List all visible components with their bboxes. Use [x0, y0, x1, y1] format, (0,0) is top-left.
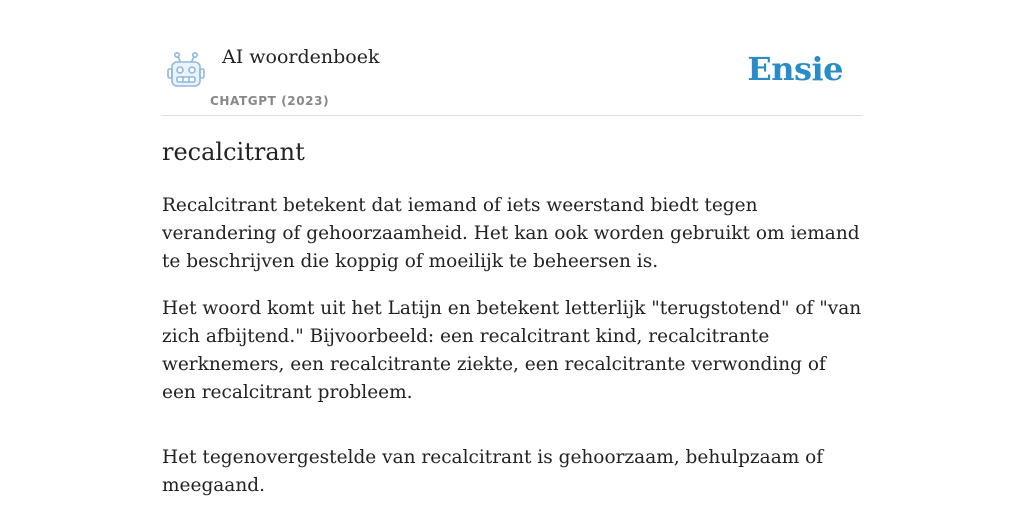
definition-paragraph: Het woord komt uit het Latijn en betekent letterlijk "terugstotend" of "van zich afbijtend." Bijvoorbeeld: een recalcitrant kind, recalcitrante werknemers, een recalcitrante ziekte, een recalcitrante verwonding of een recalcitrant probleem. — [162, 298, 862, 403]
source-title: AI woordenboek — [222, 46, 380, 68]
definition-card — [162, 0, 862, 496]
entry-term: recalcitrant — [162, 138, 305, 166]
entry-definition — [162, 192, 862, 519]
robot-icon — [166, 50, 206, 90]
source-meta: CHATGPT (2023) — [210, 94, 330, 108]
definition-paragraph: Recalcitrant betekent dat iemand of iets weerstand biedt tegen verandering of gehoorzaamheid. Het kan ook worden gebruikt om iemand te beschrijven die koppig of moeilijk te beheersen is. — [162, 195, 860, 272]
source-header — [162, 0, 862, 116]
brand-logo[interactable]: Ensie — [747, 50, 843, 88]
definition-paragraph: Het tegenovergestelde van recalcitrant is gehoorzaam, behulpzaam of meegaand. — [162, 447, 824, 496]
